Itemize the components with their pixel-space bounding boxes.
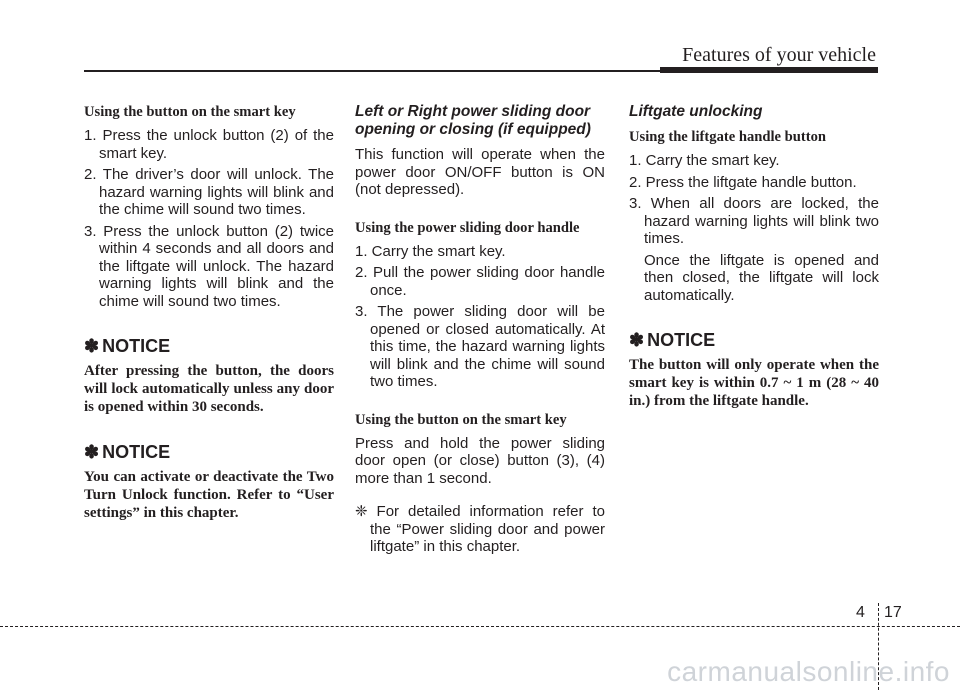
list-item: 2. Press the liftgate handle button. [629,173,857,191]
list-item: 1. Carry the smart key. [355,242,506,260]
door-handle-heading: Using the power sliding door handle [355,219,580,236]
list-item: 2. Pull the power sliding door handle once. [355,264,605,299]
notice-text: You can activate or deactivate the Two Turn Unlock function. Refer to “User settings” in this chapter. [84,469,334,521]
list-item: 1. Carry the smart key. [629,152,780,169]
reference-note: ❈ For detailed information refer to the “Power sliding door and power liftgate” in this chapter. [355,503,605,555]
chapter-number: 4 [856,604,865,621]
list-item: 2. The driver’s door will unlock. The hazard warning lights will blink and the chime will sound two times. [84,166,334,218]
notice-label: NOTICE [102,336,171,356]
column-right [629,103,879,410]
notice-star-icon: ✽ [84,442,100,462]
liftgate-button-heading: Using the liftgate handle button [629,129,827,145]
smart-key-heading: Using the button on the smart key [355,411,567,428]
notice-label: NOTICE [647,330,716,350]
header-title: Features of your vehicle [682,44,876,66]
intro-paragraph: This function will operate when the power door ON/OFF button is ON (not depressed). [355,146,605,198]
liftgate-steps [629,152,879,248]
step-continuation: Once the liftgate is opened and then closed, the liftgate will lock automatically. [644,251,879,304]
section-title: Liftgate unlocking [629,103,763,120]
notice-text: After pressing the button, the doors will lock automatically unless any door is opened within 30 seconds. [84,363,334,415]
notice-star-icon: ✽ [629,330,645,350]
sliding-door-steps [355,243,605,391]
notice-label: NOTICE [102,442,171,462]
body-paragraph: Press and hold the power sliding door open (or close) button (3), (4) more than 1 second. [355,434,605,487]
notice-heading [84,442,334,462]
list-item: 1. Press the unlock button (2) of the smart key. [84,127,334,162]
footer-rule [0,626,960,627]
column-left [84,103,334,522]
list-item: 3. The power sliding door will be opened or closed automatically. At this time, the hazard warning lights will blink and the chime will sound two times. [355,303,605,390]
notice-text: The button will only operate when the smart key is within 0.7 ~ 1 m (28 ~ 40 in.) from the liftgate handle. [629,357,879,409]
notice-heading [84,336,334,356]
notice-star-icon: ✽ [84,336,100,356]
smart-key-heading: Using the button on the smart key [84,104,296,120]
list-item: 3. Press the unlock button (2) twice within 4 seconds and all doors and the liftgate will unlock. The hazard warning lights will blink and the chime will sound two times. [84,222,334,310]
notice-heading [629,330,879,350]
unlock-steps [84,127,334,310]
column-middle [355,103,605,556]
list-item: 3. When all doors are locked, the hazard warning lights will blink two times. [629,195,879,247]
page-number: 17 [884,604,902,621]
watermark: carmanualsonline.info [667,656,950,687]
header-rule [84,70,660,72]
header-rule-accent [660,67,878,73]
section-title: Left or Right power sliding door opening or closing (if equipped) [355,103,591,138]
